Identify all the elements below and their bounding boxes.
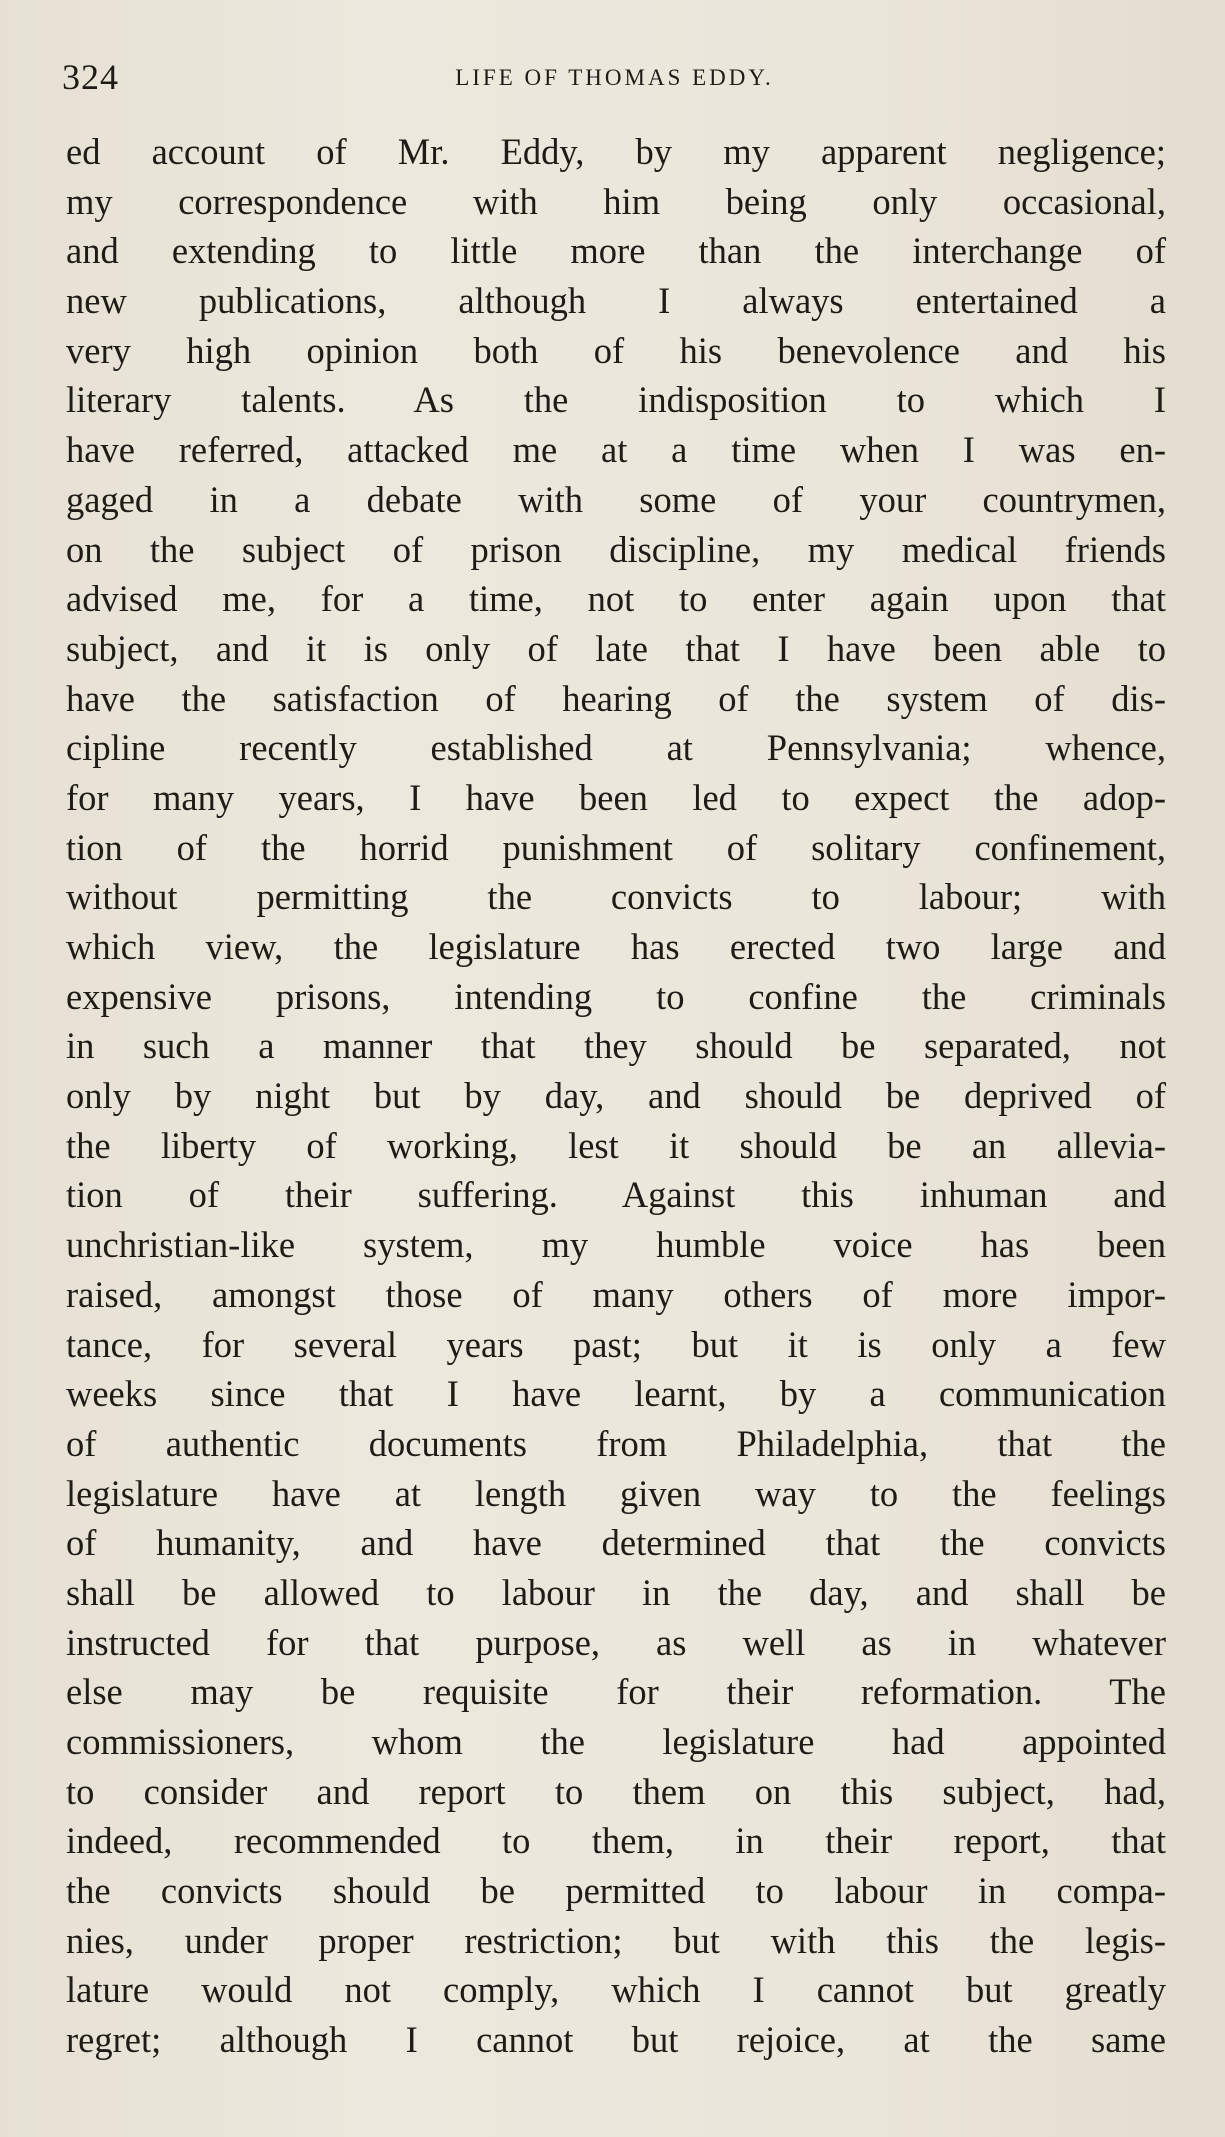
text-line: the convicts should be permitted to labour in compa- xyxy=(66,1870,1166,1912)
text-line: of authentic documents from Philadelphia, that the xyxy=(66,1422,1166,1464)
text-line: and extending to little more than the interchange of xyxy=(66,230,1166,272)
text-line: to consider and report to them on this subject, had, xyxy=(66,1770,1166,1812)
text-line: legislature have at length given way to the feelings xyxy=(66,1472,1166,1514)
text-line: gaged in a debate with some of your countrymen, xyxy=(66,478,1166,520)
text-line: tion of their suffering. Against this inhuman and xyxy=(66,1174,1166,1216)
text-line: expensive prisons, intending to confine the criminals xyxy=(66,975,1166,1017)
running-title: LIFE OF THOMAS EDDY. xyxy=(455,65,774,90)
text-line: subject, and it is only of late that I have been able to xyxy=(66,627,1166,669)
text-line: only by night but by day, and should be deprived of xyxy=(66,1075,1166,1117)
text-line: raised, amongst those of many others of more impor- xyxy=(66,1273,1166,1315)
text-line: tance, for several years past; but it is only a few xyxy=(66,1323,1166,1365)
text-line: my correspondence with him being only occasional, xyxy=(66,180,1166,222)
text-line: which view, the legislature has erected two large and xyxy=(66,926,1166,967)
text-line: regret; although I cannot but rejoice, at the same xyxy=(66,2019,1166,2061)
running-head xyxy=(62,52,1167,102)
page-number: 324 xyxy=(62,57,119,97)
text-line: very high opinion both of his benevolence and his xyxy=(66,329,1166,371)
text-line: without permitting the convicts to labour; with xyxy=(66,876,1166,918)
text-line: tion of the horrid punishment of solitary confinement, xyxy=(66,826,1166,868)
text-line: nies, under proper restriction; but with this the legis- xyxy=(66,1919,1166,1961)
text-line: advised me, for a time, not to enter again upon that xyxy=(66,578,1166,620)
text-line: else may be requisite for their reformation. The xyxy=(66,1671,1166,1713)
text-line: instructed for that purpose, as well as in whatever xyxy=(66,1621,1166,1663)
text-line: cipline recently established at Pennsylvania; whence, xyxy=(66,727,1166,769)
text-line: for many years, I have been led to expect the adop- xyxy=(66,776,1166,818)
text-line: of humanity, and have determined that the convicts xyxy=(66,1522,1166,1564)
text-line: ed account of Mr. Eddy, by my apparent negligence; xyxy=(66,131,1166,172)
text-line: lature would not comply, which I cannot but greatly xyxy=(66,1969,1166,2011)
text-line: indeed, recommended to them, in their report, that xyxy=(66,1820,1166,1862)
text-line: weeks since that I have learnt, by a communication xyxy=(66,1373,1166,1415)
text-line: on the subject of prison discipline, my medical friends xyxy=(66,528,1166,570)
body-text xyxy=(66,127,1166,2065)
text-line: commissioners, whom the legislature had appointed xyxy=(66,1721,1166,1762)
text-line: unchristian-like system, my humble voice has been xyxy=(66,1224,1166,1266)
text-line: shall be allowed to labour in the day, and shall be xyxy=(66,1571,1166,1613)
text-line: have referred, attacked me at a time when I was en- xyxy=(66,429,1166,471)
text-line: in such a manner that they should be separated, not xyxy=(66,1025,1166,1067)
text-line: new publications, although I always entertained a xyxy=(66,280,1166,322)
text-line: literary talents. As the indisposition to which I xyxy=(66,379,1166,421)
text-line: the liberty of working, lest it should be an allevia- xyxy=(66,1124,1166,1166)
text-line: have the satisfaction of hearing of the system of dis- xyxy=(66,677,1166,719)
